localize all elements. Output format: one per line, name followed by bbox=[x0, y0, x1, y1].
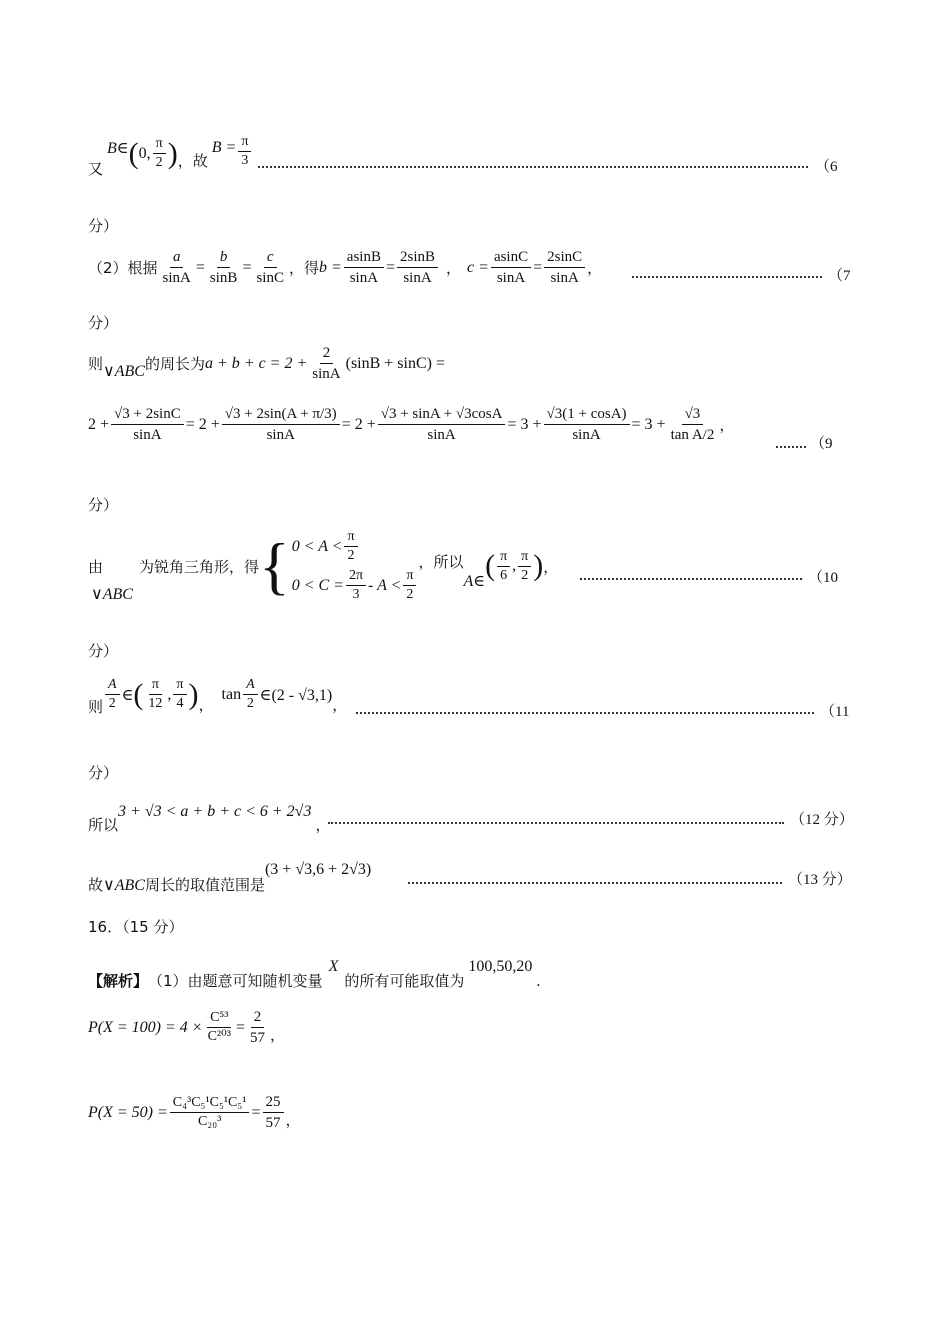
math-x: X bbox=[328, 957, 339, 975]
math-eq-p100: = bbox=[235, 1018, 245, 1036]
line-3 bbox=[88, 344, 445, 383]
math-values: 100,50,20 bbox=[468, 957, 533, 975]
brace-system: { bbox=[258, 530, 290, 601]
math-period: . bbox=[536, 972, 541, 990]
triangle-abc-3: ∨ABC bbox=[103, 876, 145, 894]
math-perimeter: a + b + c = 2 + bbox=[204, 354, 308, 372]
frac-step3: $\frac{√3 + \sin A + √3\cos A}{\sin A}$ bbox=[378, 405, 506, 444]
frac-pi6: $\frac{\pi}{6}$ bbox=[497, 549, 510, 584]
line-7 bbox=[88, 796, 330, 835]
frac-pi4: $\frac{\pi}{4}$ bbox=[173, 677, 186, 712]
text-range-desc: 周长的取值范围是 bbox=[144, 876, 265, 894]
math-a-in: A∈ bbox=[463, 573, 486, 590]
frac-a-over-2: $\frac{A}{2}$ bbox=[105, 677, 120, 712]
comma-6: ， bbox=[332, 696, 348, 714]
leader-dots-1 bbox=[258, 166, 808, 168]
text-de: ，得 bbox=[288, 259, 319, 277]
text-genju: （2）根据 bbox=[88, 259, 158, 277]
condition-a: 0 < A < $\frac{\pi}{2}$ bbox=[292, 529, 419, 564]
frac-step2: $\frac{√3 + 2\sin(A + \pi/3)}{\sin A}$ bbox=[222, 405, 340, 444]
score-mark-10: （10 bbox=[808, 570, 839, 586]
math-inequality: 3 + √3 < a + b + c < 6 + 2√3 bbox=[118, 802, 312, 820]
math-b-in: B∈ bbox=[107, 139, 129, 157]
frac-comb-2: $\frac{\text{C₄³C₅¹C₅¹C₅¹}}{\text{C₂₀³}}$ bbox=[170, 1095, 250, 1130]
math-p50: P(X = 50) = bbox=[88, 1103, 168, 1121]
leader-dots-8 bbox=[408, 882, 782, 884]
frac-2sinb: $\frac{2\sin B}{\sin A}$ bbox=[397, 248, 438, 287]
text-gu: ，故 bbox=[177, 152, 208, 170]
comma-1: ， bbox=[446, 259, 462, 277]
frac-pi12: $\frac{\pi}{12}$ bbox=[148, 677, 163, 711]
frac-a-sina: $\frac{a}{\sin A}$ bbox=[162, 249, 191, 286]
line-12 bbox=[88, 1093, 301, 1132]
score-unit-10: 分） bbox=[88, 642, 119, 660]
line-4 bbox=[88, 405, 734, 444]
frac-2-57: $\frac{2}{57}$ bbox=[249, 1009, 265, 1046]
frac-asinc: $\frac{asinC}{\sin A}$ bbox=[491, 248, 531, 287]
paren-open: ( bbox=[128, 136, 139, 170]
math-eq3: = 2 + bbox=[341, 415, 376, 433]
paren-open-2: ( bbox=[485, 549, 496, 582]
score-unit-6: 分） bbox=[88, 217, 119, 235]
line-11 bbox=[88, 1008, 285, 1047]
text-gu2: 故 bbox=[88, 876, 104, 894]
frac-comb-1: $\frac{\text{C⁵³}}{\text{C²⁰³}}$ bbox=[207, 1010, 231, 1044]
math-eq4: = 3 + bbox=[507, 415, 542, 433]
math-eq-p50: = bbox=[251, 1103, 261, 1121]
math-p100: P(X = 100) = 4 × bbox=[88, 1018, 203, 1036]
score-unit-9: 分） bbox=[88, 496, 119, 514]
text-analysis-2: 的所有可能取值为 bbox=[344, 972, 465, 990]
triangle-abc-2: ∨ABC bbox=[91, 586, 133, 603]
leader-dots-7 bbox=[328, 822, 784, 824]
comma-8: ， bbox=[269, 1026, 285, 1044]
math-zero: 0, bbox=[138, 144, 151, 162]
score-mark-11: （11 bbox=[820, 704, 850, 720]
math-tan-range: ∈(2 - √3,1) bbox=[259, 686, 333, 704]
text-ze: 则 bbox=[88, 355, 104, 373]
frac-2sinc: $\frac{2\sin C}{\sin A}$ bbox=[544, 248, 585, 287]
text-analysis-1: （1）由题意可知随机变量 bbox=[148, 972, 323, 990]
line-1 bbox=[88, 128, 253, 179]
math-in: ∈ bbox=[121, 686, 134, 704]
line-5: 由 ∨ABC 为锐角三角形，得 { 0 < A < $\frac{\pi}{2}$ 0 < C = $\frac{2\pi}{3}$ - A < $\frac{\pi}{2}$ ，所以 A∈ ( $\frac{\pi}{6}$ , $\frac{\pi}{2}$ ) ， bbox=[88, 529, 559, 603]
question-16-header: 16．（15 分） bbox=[88, 918, 184, 936]
condition-c: 0 < C = $\frac{2\pi}{3}$ - A < $\frac{\pi}{2}$ bbox=[292, 568, 419, 603]
paren-close-3: ) bbox=[188, 677, 199, 711]
comma-4: ， bbox=[543, 557, 559, 576]
score-unit-11: 分） bbox=[88, 764, 119, 782]
math-eq5: = 3 + bbox=[631, 415, 666, 433]
math-eq2: = 2 + bbox=[185, 415, 220, 433]
line-10 bbox=[88, 950, 540, 991]
triangle-abc: ∨ABC bbox=[103, 362, 145, 380]
paren-open-3: ( bbox=[133, 677, 144, 711]
math-tan: tan bbox=[221, 685, 242, 703]
frac-2-sina: $\frac{2}{\sin A}$ bbox=[312, 345, 341, 382]
math-sum-sin: (sinB + sinC) = bbox=[345, 354, 445, 372]
line-6: 则 $\frac{A}{2}$ ∈ ( $\frac{\pi}{12}$ , $\frac{\pi}{4}$ ) ， tan $\frac{A}{2}$ ∈(2 - √3,1) ， bbox=[88, 677, 348, 716]
math-final-range: (3 + √3,6 + 2√3) bbox=[264, 860, 372, 878]
text-suoyi: ，所以 bbox=[418, 552, 464, 571]
leader-dots-6 bbox=[356, 712, 814, 714]
math-2plus: 2 + bbox=[88, 415, 110, 433]
frac-step4: $\frac{√3(1 + \cos A)}{\sin A}$ bbox=[544, 405, 630, 444]
score-unit-7: 分） bbox=[88, 314, 119, 332]
frac-step1: $\frac{√3 + 2\sin C}{\sin A}$ bbox=[111, 405, 184, 444]
text-you2: 由 bbox=[88, 557, 104, 576]
frac-step5: $\frac{√3}{\text{tan A/2}}$ bbox=[670, 406, 715, 443]
text-you: 又 bbox=[88, 160, 104, 178]
comma-3: ， bbox=[719, 416, 735, 434]
score-mark-7: （7 bbox=[828, 268, 851, 284]
frac-pi2: $\frac{\pi}{2}$ bbox=[518, 549, 531, 584]
line-8 bbox=[88, 852, 371, 895]
score-mark-12: （12 分） bbox=[790, 812, 854, 828]
frac-asinb: $\frac{asinB}{\sin A}$ bbox=[344, 248, 384, 287]
leader-dots-5 bbox=[580, 578, 802, 580]
text-zhouchang: 的周长为 bbox=[144, 355, 205, 373]
paren-close-2: ) bbox=[533, 549, 544, 582]
comma-5: ， bbox=[198, 696, 214, 714]
text-suoyi2: 所以 bbox=[88, 816, 119, 834]
line-2: （2）根据 $\frac{a}{\sin A}$ = $\frac{b}{\sin B}$ = $\frac{c}{\sin C}$ ，得 b = $\frac{asinB}{\sin A}$ = $\frac{2\sin B}{\sin A}$ ， c = $\frac{asinC}{\sin A}$ = $\frac{2\sin C}{\sin A}$ ， bbox=[88, 249, 603, 286]
math-c-eq: c = bbox=[467, 258, 489, 276]
frac-c-sinc: $\frac{c}{\sin C}$ bbox=[256, 249, 284, 286]
comma-7: ， bbox=[315, 816, 331, 834]
text-ze2: 则 bbox=[88, 698, 104, 716]
frac-pi-over-2: $\frac{\pi}{2}$ bbox=[153, 136, 166, 171]
frac-b-sinb: $\frac{b}{\sin B}$ bbox=[209, 249, 238, 286]
score-mark-6: （6 bbox=[815, 159, 838, 175]
frac-25-57: $\frac{25}{57}$ bbox=[263, 1093, 284, 1132]
paren-close: ) bbox=[167, 136, 178, 170]
text-jiexi: 【解析】 bbox=[88, 972, 149, 990]
math-b-eq2: b = bbox=[319, 258, 342, 276]
system-conditions bbox=[292, 529, 419, 603]
comma-2: ， bbox=[587, 259, 603, 277]
score-mark-13: （13 分） bbox=[788, 872, 852, 888]
leader-dots-4 bbox=[776, 446, 806, 448]
score-mark-9: （9 bbox=[810, 436, 833, 452]
comma-9: ， bbox=[285, 1111, 301, 1129]
frac-a-2-tan: $\frac{A}{2}$ bbox=[243, 677, 258, 712]
text-ruijiao: 为锐角三角形，得 bbox=[138, 557, 259, 576]
math-b-eq: B = bbox=[211, 138, 237, 156]
leader-dots-2 bbox=[632, 276, 822, 278]
frac-pi-over-3: $\frac{\pi}{3}$ bbox=[238, 134, 251, 169]
